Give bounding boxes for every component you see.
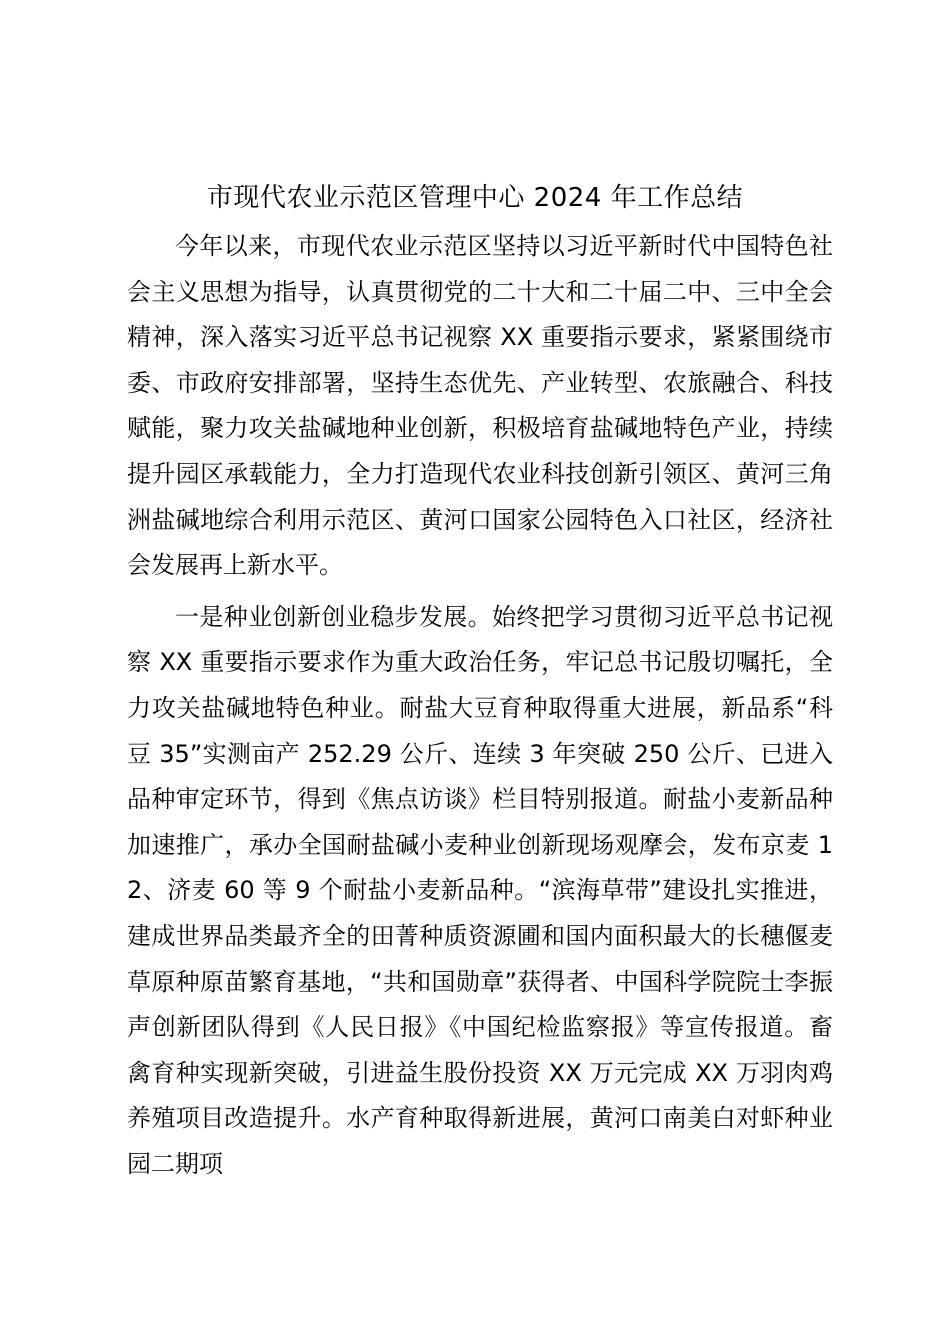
paragraph-seed-industry: 一是种业创新创业稳步发展。始终把学习贯彻习近平总书记视察 XX 重要指示要求作为重大政治任务，牢记总书记殷切嘱托，全力攻关盐碱地特色种业。耐盐大豆育种取得重大进展，新品系“科豆 35”实测亩产 252.29 公斤、连续 3 年突破 250 公斤、已进入品种审定环节，得到《焦点访谈》栏目特别报道。耐盐小麦新品种加速推广，承办全国耐盐碱小麦种业创新现场观摩会，发布京麦 12、济麦 60 等 9 个耐盐小麦新品种。“滨海草带”建设扎实推进，建成世界品类最齐全的田菁种质资源圃和国内面积最大的长穗偃麦草原种原苗繁育基地，“共和国勋章”获得者、中国科学院院士李振声创新团队得到《人民日报》《中国纪检监察报》等宣传报道。畜禽育种实现新突破，引进益生股份投资 XX 万元完成 XX 万羽肉鸡养殖项目改造提升。水产育种取得新进展，黄河口南美白对虾种业园二期项 [127,602,833,1178]
paragraph-intro: 今年以来，市现代农业示范区坚持以习近平新时代中国特色社会主义思想为指导，认真贯彻党的二十大和二十届二中、三中全会精神，深入落实习近平总书记视察 XX 重要指示要求，紧紧围绕市委、市政府安排部署，坚持生态优先、产业转型、农旅融合、科技赋能，聚力攻关盐碱地种业创新，积极培育盐碱地特色产业，持续提升园区承载能力，全力打造现代农业科技创新引领区、黄河三角洲盐碱地综合利用示范区、黄河口国家公园特色入口社区，经济社会发展再上新水平。 [127,232,833,580]
document-title: 市现代农业示范区管理中心 2024 年工作总结 [206,183,744,213]
document-body [127,224,833,1187]
